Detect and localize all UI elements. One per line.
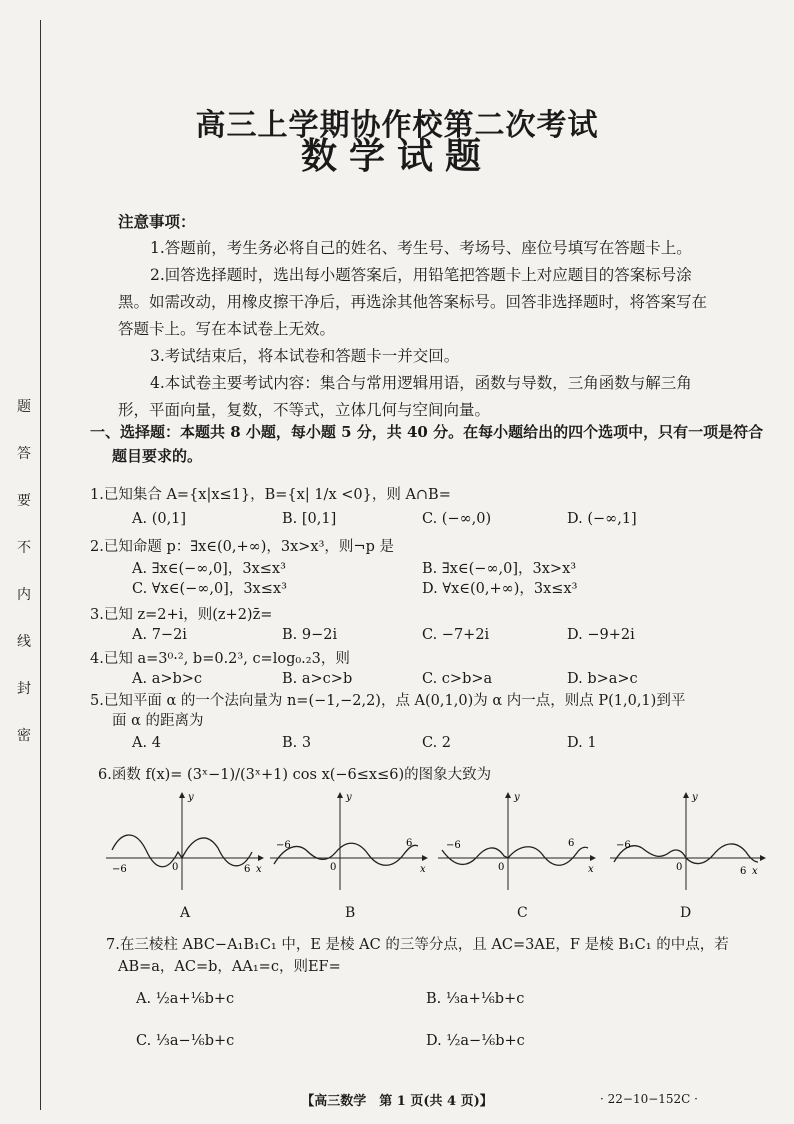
question-3-stem: 3.已知 z=2+i，则(z+2)z̄= xyxy=(90,607,273,623)
graph-c-x-label: x xyxy=(588,864,594,875)
graph-c-origin: 0 xyxy=(498,862,505,873)
q5-option-b: B. 3 xyxy=(282,735,312,751)
graph-a-pos-tick: 6 xyxy=(244,864,251,875)
notice-item-2c: 答题卡上。写在本试卷上无效。 xyxy=(118,320,336,338)
graph-label-a: A xyxy=(180,905,191,921)
graph-b-origin: 0 xyxy=(330,862,337,873)
notice-item-2a: 2.回答选择题时，选出每小题答案后，用铅笔把答题卡上对应题目的答案标号涂 xyxy=(150,266,692,284)
q5-option-a: A. 4 xyxy=(132,735,161,751)
q7-option-c: C. ⅓a−⅙b+c xyxy=(136,1033,235,1049)
subject-title: 数学试题 xyxy=(300,135,493,177)
notice-block xyxy=(118,208,738,424)
graph-d-y-label: y xyxy=(692,792,698,803)
q7-option-a: A. ½a+⅙b+c xyxy=(136,991,235,1007)
question-5-stem-line1: 5.已知平面 α 的一个法向量为 n=(−1,−2,2)，点 A(0,1,0)为 α 内一点，则点 P(1,0,1)到平 xyxy=(90,693,686,709)
graph-b-x-label: x xyxy=(420,864,426,875)
q3-option-b: B. 9−2i xyxy=(282,627,338,643)
graph-label-b: B xyxy=(345,905,356,921)
q2-option-d: D. ∀x∈(0,+∞)，3x≤x³ xyxy=(422,581,578,597)
question-1-stem: 1.已知集合 A={x|x≤1}，B={x| 1/x <0}，则 A∩B= xyxy=(90,487,451,503)
graph-a-y-label: y xyxy=(188,792,194,803)
question-6-stem: 6.函数 f(x)= (3ˣ−1)/(3ˣ+1) cos x(−6≤x≤6)的图象大致为 xyxy=(98,767,492,783)
notice-item-4a: 4.本试卷主要考试内容：集合与常用逻辑用语，函数与导数，三角函数与解三角 xyxy=(150,374,692,392)
graph-option-b xyxy=(270,790,430,890)
q1-option-a: A. (0,1] xyxy=(132,511,187,527)
q4-option-b: B. a>c>b xyxy=(282,671,353,687)
exam-code: · 22−10−152C · xyxy=(600,1092,698,1106)
graph-d-origin: 0 xyxy=(676,862,683,873)
graph-label-d: D xyxy=(680,905,692,921)
graph-d-neg-tick: −6 xyxy=(616,840,631,851)
q3-option-c: C. −7+2i xyxy=(422,627,490,643)
binding-line xyxy=(40,20,41,1110)
question-7-stem-line1: 7.在三棱柱 ABC−A₁B₁C₁ 中，E 是棱 AC 的三等分点，且 AC=3AE，F 是棱 B₁C₁ 的中点，若 xyxy=(106,937,729,953)
question-2-stem: 2.已知命题 p：∃x∈(0,+∞)，3x>x³，则¬p 是 xyxy=(90,539,394,555)
q3-option-a: A. 7−2i xyxy=(132,627,187,643)
graph-label-c: C xyxy=(517,905,528,921)
graph-option-a xyxy=(106,790,266,890)
exam-title: 高三上学期协作校第二次考试 xyxy=(195,108,599,143)
seal-text: 题 答 要 不 内 线 封 密 xyxy=(17,399,31,744)
q4-option-c: C. c>b>a xyxy=(422,671,493,687)
graph-a-origin: 0 xyxy=(172,862,179,873)
notice-item-4b: 形，平面向量，复数，不等式，立体几何与空间向量。 xyxy=(118,401,491,419)
q7-option-b: B. ⅓a+⅙b+c xyxy=(426,991,525,1007)
q4-option-d: D. b>a>c xyxy=(567,671,638,687)
graph-c-y-label: y xyxy=(514,792,520,803)
q2-option-c: C. ∀x∈(−∞,0]，3x≤x³ xyxy=(132,581,287,597)
notice-item-3: 3.考试结束后，将本试卷和答题卡一并交回。 xyxy=(150,347,460,365)
graph-d-pos-tick: 6 xyxy=(740,866,747,877)
q7-option-d: D. ½a−⅙b+c xyxy=(426,1033,525,1049)
graph-option-c xyxy=(438,790,598,890)
section-heading: 一、选择题：本题共 8 小题，每小题 5 分，共 40 分。在每小题给出的四个选项中，只有一项是符合 题目要求的。 xyxy=(90,423,764,465)
graph-d-x-label: x xyxy=(752,866,758,877)
graph-c-neg-tick: −6 xyxy=(446,840,461,851)
graph-b-y-label: y xyxy=(346,792,352,803)
graph-b-pos-tick: 6 xyxy=(406,838,413,849)
q2-option-b: B. ∃x∈(−∞,0]，3x>x³ xyxy=(422,561,577,577)
q1-option-d: D. (−∞,1] xyxy=(567,511,637,527)
q3-option-d: D. −9+2i xyxy=(567,627,635,643)
page-footer: 【高三数学 第 1 页(共 4 页)】 xyxy=(301,1094,493,1109)
notice-item-2b: 黑。如需改动，用橡皮擦干净后，再选涂其他答案标号。回答非选择题时，将答案写在 xyxy=(118,293,708,311)
notice-heading: 注意事项： xyxy=(118,212,196,231)
graph-b-neg-tick: −6 xyxy=(276,840,291,851)
q1-option-c: C. (−∞,0) xyxy=(422,511,492,527)
q5-option-d: D. 1 xyxy=(567,735,597,751)
question-7-stem-line2: AB=a，AC=b，AA₁=c，则EF= xyxy=(118,959,341,975)
question-4-stem: 4.已知 a=3⁰·², b=0.2³, c=log₀.₂3，则 xyxy=(90,651,350,667)
q4-option-a: A. a>b>c xyxy=(132,671,203,687)
q2-option-a: A. ∃x∈(−∞,0]，3x≤x³ xyxy=(132,561,286,577)
q1-option-b: B. [0,1] xyxy=(282,511,337,527)
q5-option-c: C. 2 xyxy=(422,735,452,751)
graph-a-x-label: x xyxy=(256,864,262,875)
notice-item-1: 1.答题前，考生务必将自己的姓名、考生号、考场号、座位号填写在答题卡上。 xyxy=(150,239,692,257)
graph-c-pos-tick: 6 xyxy=(568,838,575,849)
graph-a-neg-tick: −6 xyxy=(112,864,127,875)
question-5-stem-line2: 面 α 的距离为 xyxy=(112,713,204,729)
graph-option-d xyxy=(610,790,770,890)
